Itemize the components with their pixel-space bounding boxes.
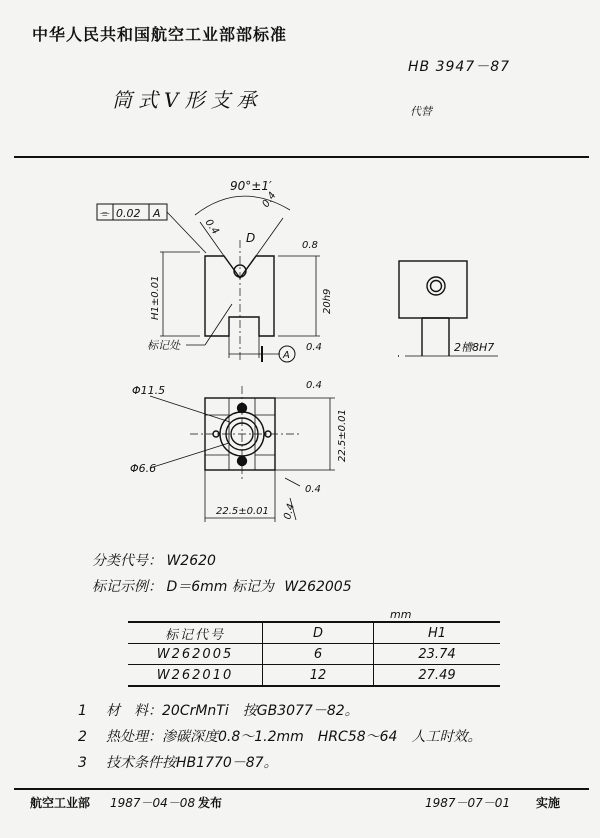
example-text: D＝6mm 标记为 [166,579,274,595]
roughness-bottom-edge: 0.4 [282,502,298,521]
header-divider [14,156,589,158]
class-code-label: 分类代号： [92,553,162,569]
footer-issue-date: 1987－04－08 [110,796,196,810]
roughness-left-v: 0.4 [202,217,221,237]
footer-issue-label: 发布 [198,796,223,810]
side-view-hole-outer [427,277,445,295]
table-row [128,665,500,687]
replaces-label: 代替 [410,105,432,118]
document-title: 筒式V形支承 [112,88,263,112]
mark-location-label: 标记处 [147,339,180,352]
cell-mark-code: W262005 [128,644,263,665]
table-header-row [128,622,500,644]
footer-issuer: 航空工业部 [30,796,91,810]
dimension-height-top-view: 22.5±0.01 [337,409,348,462]
roughness-top-view-bottom: 0.4 [305,484,321,495]
technical-drawing [0,160,600,545]
dimension-d: D [246,231,256,245]
slot-label: 2槽8H7 [454,341,495,354]
cell-d: 6 [263,644,374,665]
roughness-top-right: 0.8 [302,240,318,251]
note-item [78,700,359,720]
organization-title: 中华人民共和国航空工业部部标准 [32,25,288,44]
example-label: 标记示例： [92,579,162,595]
header-d: D [263,622,374,644]
class-code-line [92,550,216,570]
roughness-right-v: 0.4 [260,190,279,210]
dimension-20h9: 20h9 [322,288,333,314]
flatness-datum: A [153,207,161,220]
side-view-outline [399,261,467,318]
side-view-hole-inner [431,281,442,292]
phi-11-5-label: Φ11.5 [132,384,166,397]
standard-number: HB 3947－87 [408,59,511,75]
note-text: 热处理：渗碳深度0.8～1.2mm HRC58～64 人工时效。 [106,729,482,745]
table-unit: mm [390,608,412,621]
footer-effective-date: 1987－07－01 [425,796,511,810]
class-code-value: W2620 [166,553,216,569]
footer-effective-label: 实施 [536,796,561,810]
note-item [78,752,278,772]
datum-a-circle-label: A [283,350,290,361]
dimension-width-top-view: 22.5±0.01 [216,506,269,517]
footer-divider [14,788,589,790]
angle-label: 90°±1′ [230,179,272,193]
roughness-top-view: 0.4 [306,380,322,391]
cell-mark-code: W262010 [128,665,263,687]
note-number: 2 [78,729,87,745]
front-view-outline [205,256,274,336]
flatness-symbol: ⌯ [100,206,110,220]
cell-h1: 23.74 [374,644,501,665]
note-number: 3 [78,755,87,771]
header-h1: H1 [374,622,501,644]
marking-example-line [92,576,352,596]
phi-6-6-label: Φ6.6 [130,462,157,475]
cell-d: 12 [263,665,374,687]
note-text: 技术条件按HB1770－87。 [106,755,278,771]
spec-table [128,621,500,687]
roughness-bottom-right: 0.4 [306,342,322,353]
flatness-tolerance: 0.02 [116,207,141,220]
table-row [128,644,500,665]
cell-h1: 27.49 [374,665,501,687]
note-text: 材 料：20CrMnTi 按GB3077－82。 [106,703,359,719]
note-number: 1 [78,703,87,719]
dimension-h1: H1±0.01 [150,275,161,320]
note-item [78,726,481,746]
header-mark-code: 标记代号 [128,622,263,644]
example-code: W262005 [284,579,352,595]
